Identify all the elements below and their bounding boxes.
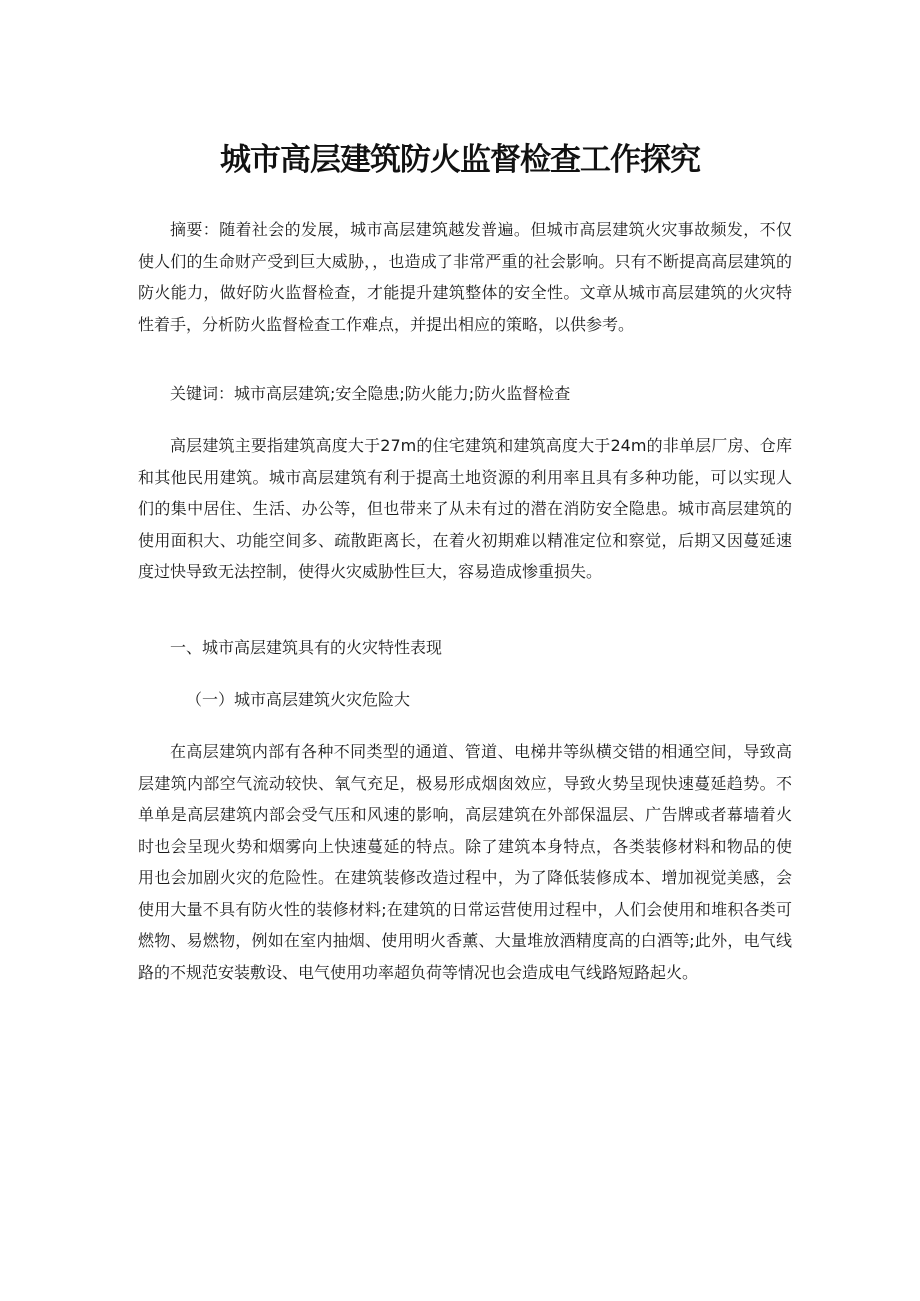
keywords-label: 关键词： (170, 384, 235, 403)
body-paragraph: 在高层建筑内部有各种不同类型的通道、管道、电梯井等纵横交错的相通空间，导致高层建筑内部空气流动较快、氧气充足，极易形成烟囱效应，导致火势呈现快速蔓延趋势。不单单是高层建筑内部会受气压和风速的影响，高层建筑在外部保温层、广告牌或者幕墙着火时也会呈现火势和烟雾向上快速蔓延的特点。除了建筑本身特点，各类装修材料和物品的使用也会加剧火灾的危险性。在建筑装修改造过程中，为了降低装修成本、增加视觉美感，会使用大量不具有防火性的装修材料;在建筑的日常运营使用过程中，人们会使用和堆积各类可燃物、易燃物，例如在室内抽烟、使用明火香薰、大量堆放酒精度高的白酒等;此外，电气线路的不规范安装敷设、电气使用功率超负荷等情况也会造成电气线路短路起火。 (138, 742, 792, 982)
abstract-text: 随着社会的发展，城市高层建筑越发普遍。但城市高层建筑火灾事故频发，不仅使人们的生命财产受到巨大威胁，，也造成了非常严重的社会影响。只有不断提高高层建筑的防火能力，做好防火监督检查，才能提升建筑整体的安全性。文章从城市高层建筑的火灾特性着手，分析防火监督检查工作难点，并提出相应的策略，以供参考。 (138, 220, 792, 334)
document-title: 城市高层建筑防火监督检查工作探究 (220, 142, 700, 178)
subsection-heading: （一）城市高层建筑火灾危险大 (186, 690, 411, 709)
keywords-paragraph (138, 378, 792, 410)
intro-paragraph: 高层建筑主要指建筑高度大于27m的住宅建筑和建筑高度大于24m的非单层厂房、仓库和其他民用建筑。城市高层建筑有利于提高土地资源的利用率且具有多种功能，可以实现人们的集中居住、生活、办公等，但也带来了从未有过的潜在消防安全隐患。城市高层建筑的使用面积大、功能空间多、疏散距离长，在着火初期难以精准定位和察觉，后期又因蔓延速度过快导致无法控制，使得火灾威胁性巨大，容易造成惨重损失。 (138, 436, 792, 581)
abstract-paragraph (138, 214, 792, 340)
section-heading: 一、城市高层建筑具有的火灾特性表现 (170, 638, 443, 657)
keywords-text: 城市高层建筑;安全隐患;防火能力;防火监督检查 (234, 384, 571, 403)
abstract-label: 摘要： (170, 220, 220, 239)
